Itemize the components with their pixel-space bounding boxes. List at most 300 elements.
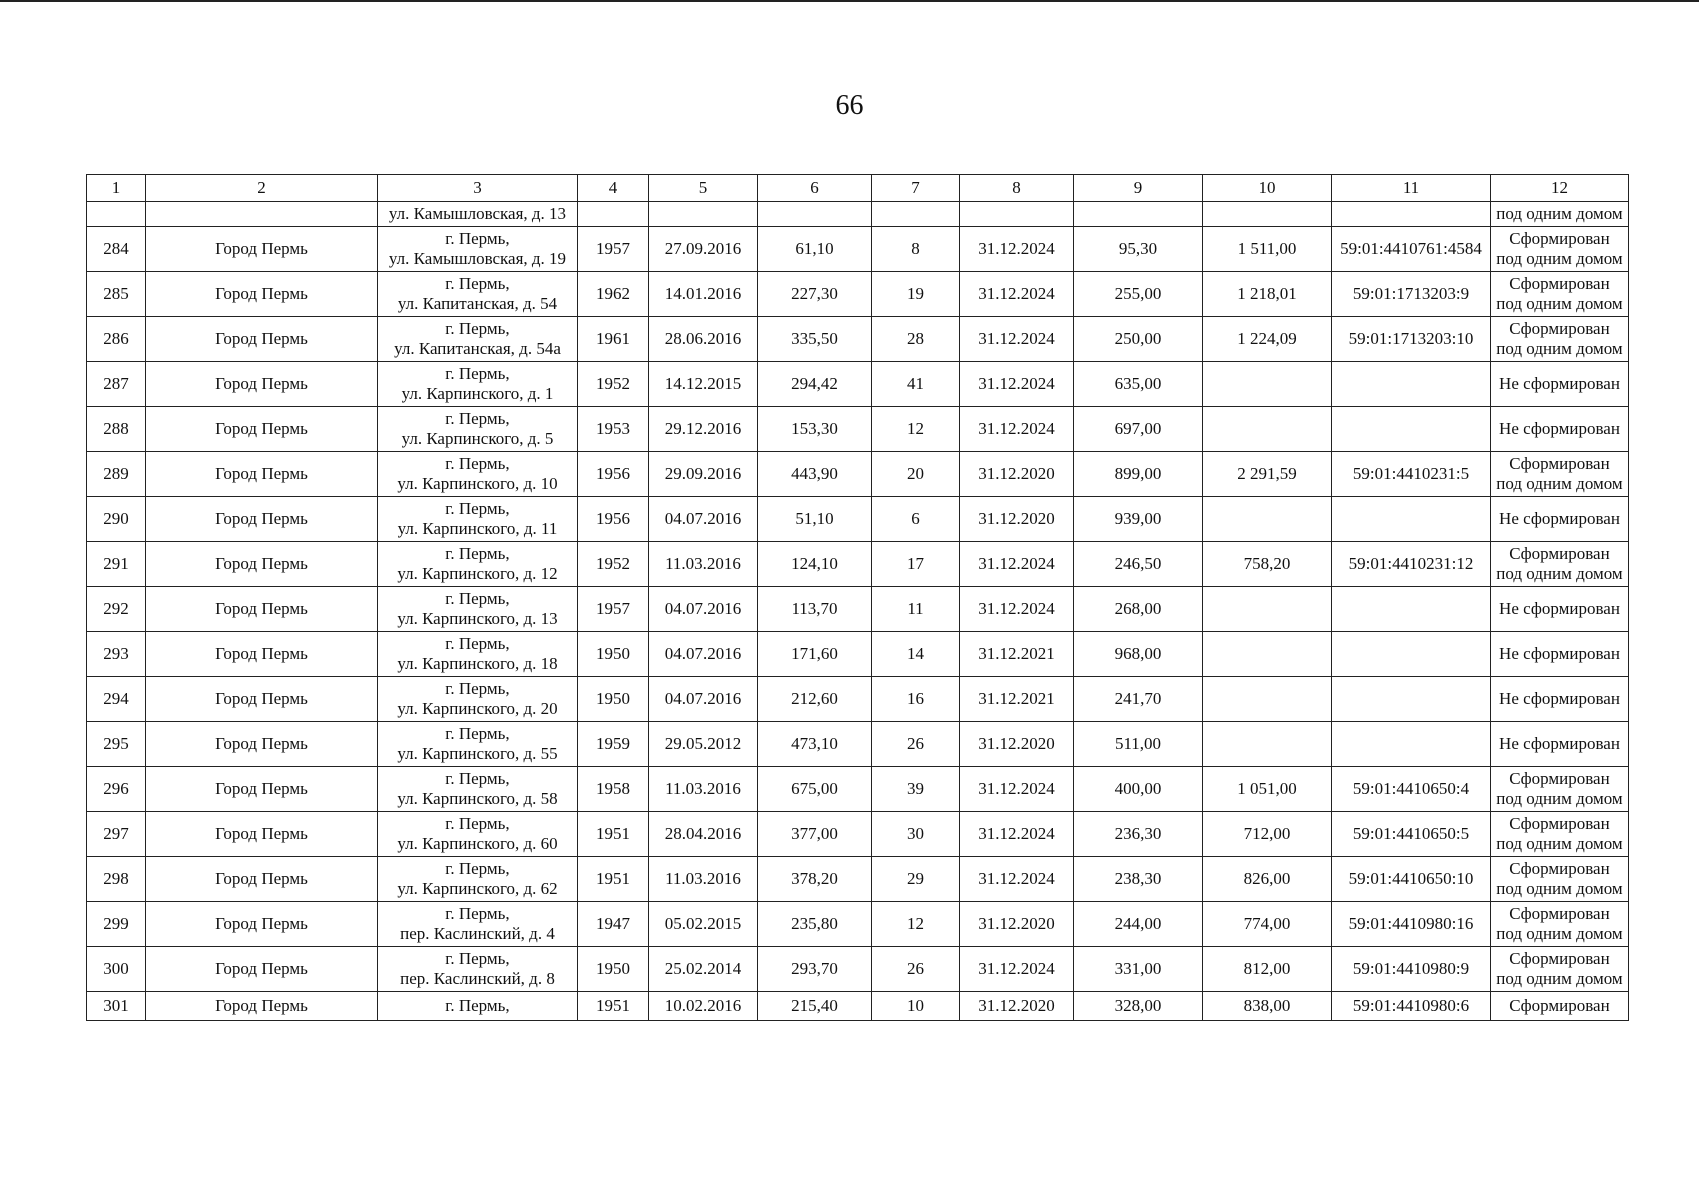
- year-cell: 1957: [578, 227, 649, 272]
- cadastral-number-cell: 59:01:4410980:16: [1332, 902, 1491, 947]
- column-header: 10: [1203, 175, 1332, 202]
- year-cell: 1962: [578, 272, 649, 317]
- status-detail: под одним домом: [1496, 969, 1623, 988]
- deadline-cell: 31.12.2024: [960, 767, 1074, 812]
- date-cell: 04.07.2016: [649, 632, 758, 677]
- address-city: г. Пермь,: [445, 634, 510, 653]
- status-line: Не сформирован: [1499, 644, 1620, 663]
- status-line: Не сформирован: [1499, 374, 1620, 393]
- row-number-cell: 296: [87, 767, 146, 812]
- status-line: Сформирован: [1509, 769, 1610, 788]
- table-cell: [1074, 202, 1203, 227]
- address-cell: [378, 497, 578, 542]
- table-cell: [758, 202, 872, 227]
- column-header: 8: [960, 175, 1074, 202]
- table-cell: [1332, 202, 1491, 227]
- table-row: [87, 452, 1629, 497]
- date-cell: 29.09.2016: [649, 452, 758, 497]
- cadastral-number-cell: 59:01:1713203:10: [1332, 317, 1491, 362]
- area-cell: 51,10: [758, 497, 872, 542]
- table-row: [87, 317, 1629, 362]
- status-cell: Сформирован: [1491, 992, 1629, 1021]
- status-cell: [1491, 542, 1629, 587]
- land-area-cell: 244,00: [1074, 902, 1203, 947]
- residents-cell: 20: [872, 452, 960, 497]
- row-number-cell: 287: [87, 362, 146, 407]
- address-city: г. Пермь,: [445, 274, 510, 293]
- land-area-cell: 511,00: [1074, 722, 1203, 767]
- address-street: ул. Капитанская, д. 54: [397, 294, 558, 313]
- column-header: 1: [87, 175, 146, 202]
- status-detail: под одним домом: [1496, 789, 1623, 808]
- land-area-cell: 236,30: [1074, 812, 1203, 857]
- area-cell: 124,10: [758, 542, 872, 587]
- plot-area-cell: 1 051,00: [1203, 767, 1332, 812]
- status-cell: [1491, 407, 1629, 452]
- address-cell: [378, 272, 578, 317]
- residents-cell: 12: [872, 407, 960, 452]
- table-cell: [960, 202, 1074, 227]
- municipality-cell: Город Пермь: [146, 407, 378, 452]
- year-cell: 1947: [578, 902, 649, 947]
- table-row: [87, 497, 1629, 542]
- row-number-cell: 289: [87, 452, 146, 497]
- cadastral-number-cell: [1332, 632, 1491, 677]
- residents-cell: 10: [872, 992, 960, 1021]
- year-cell: 1950: [578, 947, 649, 992]
- cadastral-number-cell: 59:01:4410650:10: [1332, 857, 1491, 902]
- housing-registry-table: [86, 174, 1629, 1021]
- column-header: 12: [1491, 175, 1629, 202]
- column-header: 4: [578, 175, 649, 202]
- status-detail: под одним домом: [1496, 834, 1623, 853]
- cadastral-number-cell: [1332, 407, 1491, 452]
- address-street: ул. Карпинского, д. 62: [397, 879, 558, 898]
- municipality-cell: Город Пермь: [146, 362, 378, 407]
- plot-area-cell: 838,00: [1203, 992, 1332, 1021]
- row-number-cell: 284: [87, 227, 146, 272]
- address-cell: [378, 317, 578, 362]
- land-area-cell: 246,50: [1074, 542, 1203, 587]
- row-number-cell: 288: [87, 407, 146, 452]
- plot-area-cell: 812,00: [1203, 947, 1332, 992]
- status-cell: [1491, 587, 1629, 632]
- date-cell: 11.03.2016: [649, 857, 758, 902]
- deadline-cell: 31.12.2020: [960, 497, 1074, 542]
- plot-area-cell: 1 224,09: [1203, 317, 1332, 362]
- municipality-cell: Город Пермь: [146, 902, 378, 947]
- land-area-cell: 255,00: [1074, 272, 1203, 317]
- deadline-cell: 31.12.2024: [960, 227, 1074, 272]
- address-street: ул. Камышловская, д. 19: [388, 249, 567, 268]
- address-city: г. Пермь,: [445, 544, 510, 563]
- deadline-cell: 31.12.2024: [960, 407, 1074, 452]
- municipality-cell: Город Пермь: [146, 857, 378, 902]
- plot-area-cell: [1203, 587, 1332, 632]
- page-number: 66: [835, 90, 864, 121]
- deadline-cell: 31.12.2020: [960, 992, 1074, 1021]
- status-line: Не сформирован: [1499, 734, 1620, 753]
- land-area-cell: 939,00: [1074, 497, 1203, 542]
- address-cell: [378, 947, 578, 992]
- residents-cell: 41: [872, 362, 960, 407]
- address-cell: [378, 902, 578, 947]
- status-cell: [1491, 497, 1629, 542]
- column-header: 5: [649, 175, 758, 202]
- address-street: ул. Карпинского, д. 1: [401, 384, 554, 403]
- land-area-cell: 697,00: [1074, 407, 1203, 452]
- residents-cell: 30: [872, 812, 960, 857]
- area-cell: 235,80: [758, 902, 872, 947]
- address-street: пер. Каслинский, д. 8: [400, 969, 555, 988]
- area-cell: 153,30: [758, 407, 872, 452]
- table-row: [87, 272, 1629, 317]
- column-header: 9: [1074, 175, 1203, 202]
- cadastral-number-cell: [1332, 722, 1491, 767]
- address-cell: [378, 767, 578, 812]
- address-cell: ул. Камышловская, д. 13: [378, 202, 578, 227]
- municipality-cell: Город Пермь: [146, 992, 378, 1021]
- date-cell: 28.04.2016: [649, 812, 758, 857]
- year-cell: 1950: [578, 677, 649, 722]
- year-cell: 1952: [578, 542, 649, 587]
- cadastral-number-cell: 59:01:4410650:4: [1332, 767, 1491, 812]
- plot-area-cell: [1203, 407, 1332, 452]
- address-street: ул. Карпинского, д. 58: [397, 789, 558, 808]
- status-detail: под одним домом: [1496, 249, 1623, 268]
- table-row: [87, 587, 1629, 632]
- table-row: [87, 812, 1629, 857]
- residents-cell: 28: [872, 317, 960, 362]
- year-cell: 1951: [578, 812, 649, 857]
- year-cell: 1951: [578, 857, 649, 902]
- status-line: Сформирован: [1509, 814, 1610, 833]
- address-city: г. Пермь,: [445, 499, 510, 518]
- address-city: г. Пермь,: [445, 364, 510, 383]
- status-line: Не сформирован: [1499, 419, 1620, 438]
- residents-cell: 39: [872, 767, 960, 812]
- status-line: Сформирован: [1509, 904, 1610, 923]
- row-number-cell: 293: [87, 632, 146, 677]
- plot-area-cell: [1203, 677, 1332, 722]
- plot-area-cell: [1203, 632, 1332, 677]
- date-cell: 11.03.2016: [649, 542, 758, 587]
- cadastral-number-cell: [1332, 677, 1491, 722]
- status-line: Сформирован: [1509, 274, 1610, 293]
- table-row: [87, 227, 1629, 272]
- deadline-cell: 31.12.2024: [960, 362, 1074, 407]
- plot-area-cell: [1203, 497, 1332, 542]
- plot-area-cell: 1 511,00: [1203, 227, 1332, 272]
- cadastral-number-cell: 59:01:4410650:5: [1332, 812, 1491, 857]
- year-cell: 1957: [578, 587, 649, 632]
- deadline-cell: 31.12.2020: [960, 722, 1074, 767]
- row-number-cell: 295: [87, 722, 146, 767]
- year-cell: 1958: [578, 767, 649, 812]
- address-street: ул. Карпинского, д. 12: [397, 564, 558, 583]
- date-cell: 10.02.2016: [649, 992, 758, 1021]
- status-detail: под одним домом: [1496, 879, 1623, 898]
- deadline-cell: 31.12.2024: [960, 542, 1074, 587]
- year-cell: 1961: [578, 317, 649, 362]
- status-cell: [1491, 227, 1629, 272]
- plot-area-cell: 758,20: [1203, 542, 1332, 587]
- status-detail: под одним домом: [1496, 474, 1623, 493]
- address-street: ул. Карпинского, д. 11: [397, 519, 558, 538]
- area-cell: 443,90: [758, 452, 872, 497]
- row-number-cell: 298: [87, 857, 146, 902]
- status-cell: [1491, 902, 1629, 947]
- row-number-cell: 291: [87, 542, 146, 587]
- land-area-cell: 968,00: [1074, 632, 1203, 677]
- status-line: Не сформирован: [1499, 689, 1620, 708]
- plot-area-cell: [1203, 362, 1332, 407]
- row-number-cell: 299: [87, 902, 146, 947]
- address-city: г. Пермь,: [445, 589, 510, 608]
- cadastral-number-cell: 59:01:4410231:12: [1332, 542, 1491, 587]
- area-cell: 335,50: [758, 317, 872, 362]
- address-street: ул. Капитанская, д. 54а: [394, 339, 561, 358]
- address-street: ул. Карпинского, д. 60: [397, 834, 558, 853]
- area-cell: 61,10: [758, 227, 872, 272]
- cadastral-number-cell: [1332, 362, 1491, 407]
- table-row: [87, 992, 1629, 1021]
- address-cell: [378, 677, 578, 722]
- table-cell: [87, 202, 146, 227]
- address-cell: [378, 632, 578, 677]
- status-line: Не сформирован: [1499, 509, 1620, 528]
- residents-cell: 16: [872, 677, 960, 722]
- table-cell: [1203, 202, 1332, 227]
- table-cell: [872, 202, 960, 227]
- plot-area-cell: 774,00: [1203, 902, 1332, 947]
- year-cell: 1959: [578, 722, 649, 767]
- deadline-cell: 31.12.2024: [960, 947, 1074, 992]
- area-cell: 227,30: [758, 272, 872, 317]
- address-cell: [378, 452, 578, 497]
- residents-cell: 6: [872, 497, 960, 542]
- status-line: Не сформирован: [1499, 599, 1620, 618]
- deadline-cell: 31.12.2020: [960, 902, 1074, 947]
- residents-cell: 19: [872, 272, 960, 317]
- address-cell: г. Пермь,: [378, 992, 578, 1021]
- column-header: 7: [872, 175, 960, 202]
- address-city: г. Пермь,: [445, 904, 510, 923]
- residents-cell: 26: [872, 947, 960, 992]
- table-row: [87, 857, 1629, 902]
- area-cell: 215,40: [758, 992, 872, 1021]
- address-cell: [378, 227, 578, 272]
- address-cell: [378, 722, 578, 767]
- municipality-cell: Город Пермь: [146, 767, 378, 812]
- address-street: ул. Карпинского, д. 20: [397, 699, 558, 718]
- municipality-cell: Город Пермь: [146, 587, 378, 632]
- address-city: г. Пермь,: [445, 679, 510, 698]
- status-line: Сформирован: [1509, 544, 1610, 563]
- address-city: г. Пермь,: [445, 229, 510, 248]
- area-cell: 377,00: [758, 812, 872, 857]
- column-header: 11: [1332, 175, 1491, 202]
- cadastral-number-cell: 59:01:4410980:6: [1332, 992, 1491, 1021]
- date-cell: 11.03.2016: [649, 767, 758, 812]
- address-cell: [378, 812, 578, 857]
- address-street: ул. Карпинского, д. 55: [397, 744, 558, 763]
- continuation-row: [87, 202, 1629, 227]
- municipality-cell: Город Пермь: [146, 677, 378, 722]
- table-row: [87, 902, 1629, 947]
- residents-cell: 12: [872, 902, 960, 947]
- date-cell: 14.01.2016: [649, 272, 758, 317]
- table-row: [87, 542, 1629, 587]
- deadline-cell: 31.12.2024: [960, 812, 1074, 857]
- row-number-cell: 286: [87, 317, 146, 362]
- status-cell: [1491, 362, 1629, 407]
- address-cell: [378, 857, 578, 902]
- status-cell: [1491, 947, 1629, 992]
- plot-area-cell: 712,00: [1203, 812, 1332, 857]
- address-street: пер. Каслинский, д. 4: [400, 924, 555, 943]
- column-header: 6: [758, 175, 872, 202]
- deadline-cell: 31.12.2024: [960, 272, 1074, 317]
- status-detail: под одним домом: [1496, 564, 1623, 583]
- address-street: ул. Карпинского, д. 13: [397, 609, 558, 628]
- date-cell: 05.02.2015: [649, 902, 758, 947]
- area-cell: 113,70: [758, 587, 872, 632]
- municipality-cell: Город Пермь: [146, 227, 378, 272]
- status-detail: под одним домом: [1496, 924, 1623, 943]
- column-header: 2: [146, 175, 378, 202]
- land-area-cell: 400,00: [1074, 767, 1203, 812]
- area-cell: 473,10: [758, 722, 872, 767]
- land-area-cell: 268,00: [1074, 587, 1203, 632]
- address-cell: [378, 542, 578, 587]
- deadline-cell: 31.12.2021: [960, 632, 1074, 677]
- table-cell: [146, 202, 378, 227]
- row-number-cell: 294: [87, 677, 146, 722]
- cadastral-number-cell: 59:01:4410761:4584: [1332, 227, 1491, 272]
- date-cell: 04.07.2016: [649, 587, 758, 632]
- area-cell: 675,00: [758, 767, 872, 812]
- municipality-cell: Город Пермь: [146, 812, 378, 857]
- status-cell: [1491, 677, 1629, 722]
- table-row: [87, 407, 1629, 452]
- row-number-cell: 292: [87, 587, 146, 632]
- status-cell: [1491, 722, 1629, 767]
- address-city: г. Пермь,: [445, 724, 510, 743]
- cadastral-number-cell: 59:01:4410980:9: [1332, 947, 1491, 992]
- cadastral-number-cell: 59:01:4410231:5: [1332, 452, 1491, 497]
- cadastral-number-cell: [1332, 497, 1491, 542]
- address-city: г. Пермь,: [445, 859, 510, 878]
- year-cell: 1956: [578, 452, 649, 497]
- plot-area-cell: 826,00: [1203, 857, 1332, 902]
- plot-area-cell: 2 291,59: [1203, 452, 1332, 497]
- status-cell: [1491, 272, 1629, 317]
- date-cell: 25.02.2014: [649, 947, 758, 992]
- plot-area-cell: [1203, 722, 1332, 767]
- table-body: [87, 202, 1629, 1021]
- municipality-cell: Город Пермь: [146, 542, 378, 587]
- row-number-cell: 285: [87, 272, 146, 317]
- table-row: [87, 632, 1629, 677]
- address-cell: [378, 587, 578, 632]
- land-area-cell: 328,00: [1074, 992, 1203, 1021]
- plot-area-cell: 1 218,01: [1203, 272, 1332, 317]
- address-city: г. Пермь,: [445, 949, 510, 968]
- row-number-cell: 301: [87, 992, 146, 1021]
- address-city: г. Пермь,: [445, 814, 510, 833]
- status-line: Сформирован: [1509, 319, 1610, 338]
- area-cell: 294,42: [758, 362, 872, 407]
- date-cell: 04.07.2016: [649, 497, 758, 542]
- cadastral-number-cell: [1332, 587, 1491, 632]
- land-area-cell: 250,00: [1074, 317, 1203, 362]
- date-cell: 14.12.2015: [649, 362, 758, 407]
- table-row: [87, 362, 1629, 407]
- municipality-cell: Город Пермь: [146, 272, 378, 317]
- land-area-cell: 331,00: [1074, 947, 1203, 992]
- residents-cell: 17: [872, 542, 960, 587]
- address-cell: [378, 362, 578, 407]
- municipality-cell: Город Пермь: [146, 632, 378, 677]
- row-number-cell: 300: [87, 947, 146, 992]
- date-cell: 29.05.2012: [649, 722, 758, 767]
- date-cell: 28.06.2016: [649, 317, 758, 362]
- area-cell: 378,20: [758, 857, 872, 902]
- date-cell: 29.12.2016: [649, 407, 758, 452]
- area-cell: 293,70: [758, 947, 872, 992]
- status-detail: под одним домом: [1496, 294, 1623, 313]
- status-cell: [1491, 452, 1629, 497]
- area-cell: 171,60: [758, 632, 872, 677]
- status-cell: [1491, 857, 1629, 902]
- residents-cell: 26: [872, 722, 960, 767]
- status-detail: под одним домом: [1496, 339, 1623, 358]
- address-cell: [378, 407, 578, 452]
- address-city: г. Пермь,: [445, 319, 510, 338]
- residents-cell: 8: [872, 227, 960, 272]
- year-cell: 1951: [578, 992, 649, 1021]
- area-cell: 212,60: [758, 677, 872, 722]
- status-cell: [1491, 317, 1629, 362]
- residents-cell: 11: [872, 587, 960, 632]
- date-cell: 27.09.2016: [649, 227, 758, 272]
- cadastral-number-cell: 59:01:1713203:9: [1332, 272, 1491, 317]
- table-cell: [578, 202, 649, 227]
- year-cell: 1950: [578, 632, 649, 677]
- status-line: Сформирован: [1509, 229, 1610, 248]
- address-street: ул. Карпинского, д. 5: [401, 429, 554, 448]
- row-number-cell: 297: [87, 812, 146, 857]
- year-cell: 1953: [578, 407, 649, 452]
- table-row: [87, 677, 1629, 722]
- table-row: [87, 767, 1629, 812]
- municipality-cell: Город Пермь: [146, 452, 378, 497]
- land-area-cell: 635,00: [1074, 362, 1203, 407]
- land-area-cell: 241,70: [1074, 677, 1203, 722]
- address-city: г. Пермь,: [445, 454, 510, 473]
- land-area-cell: 95,30: [1074, 227, 1203, 272]
- status-line: Сформирован: [1509, 454, 1610, 473]
- municipality-cell: Город Пермь: [146, 947, 378, 992]
- municipality-cell: Город Пермь: [146, 317, 378, 362]
- status-cell: [1491, 767, 1629, 812]
- land-area-cell: 899,00: [1074, 452, 1203, 497]
- row-number-cell: 290: [87, 497, 146, 542]
- address-street: ул. Карпинского, д. 18: [397, 654, 558, 673]
- column-number-header-row: [87, 175, 1629, 202]
- address-city: г. Пермь,: [445, 769, 510, 788]
